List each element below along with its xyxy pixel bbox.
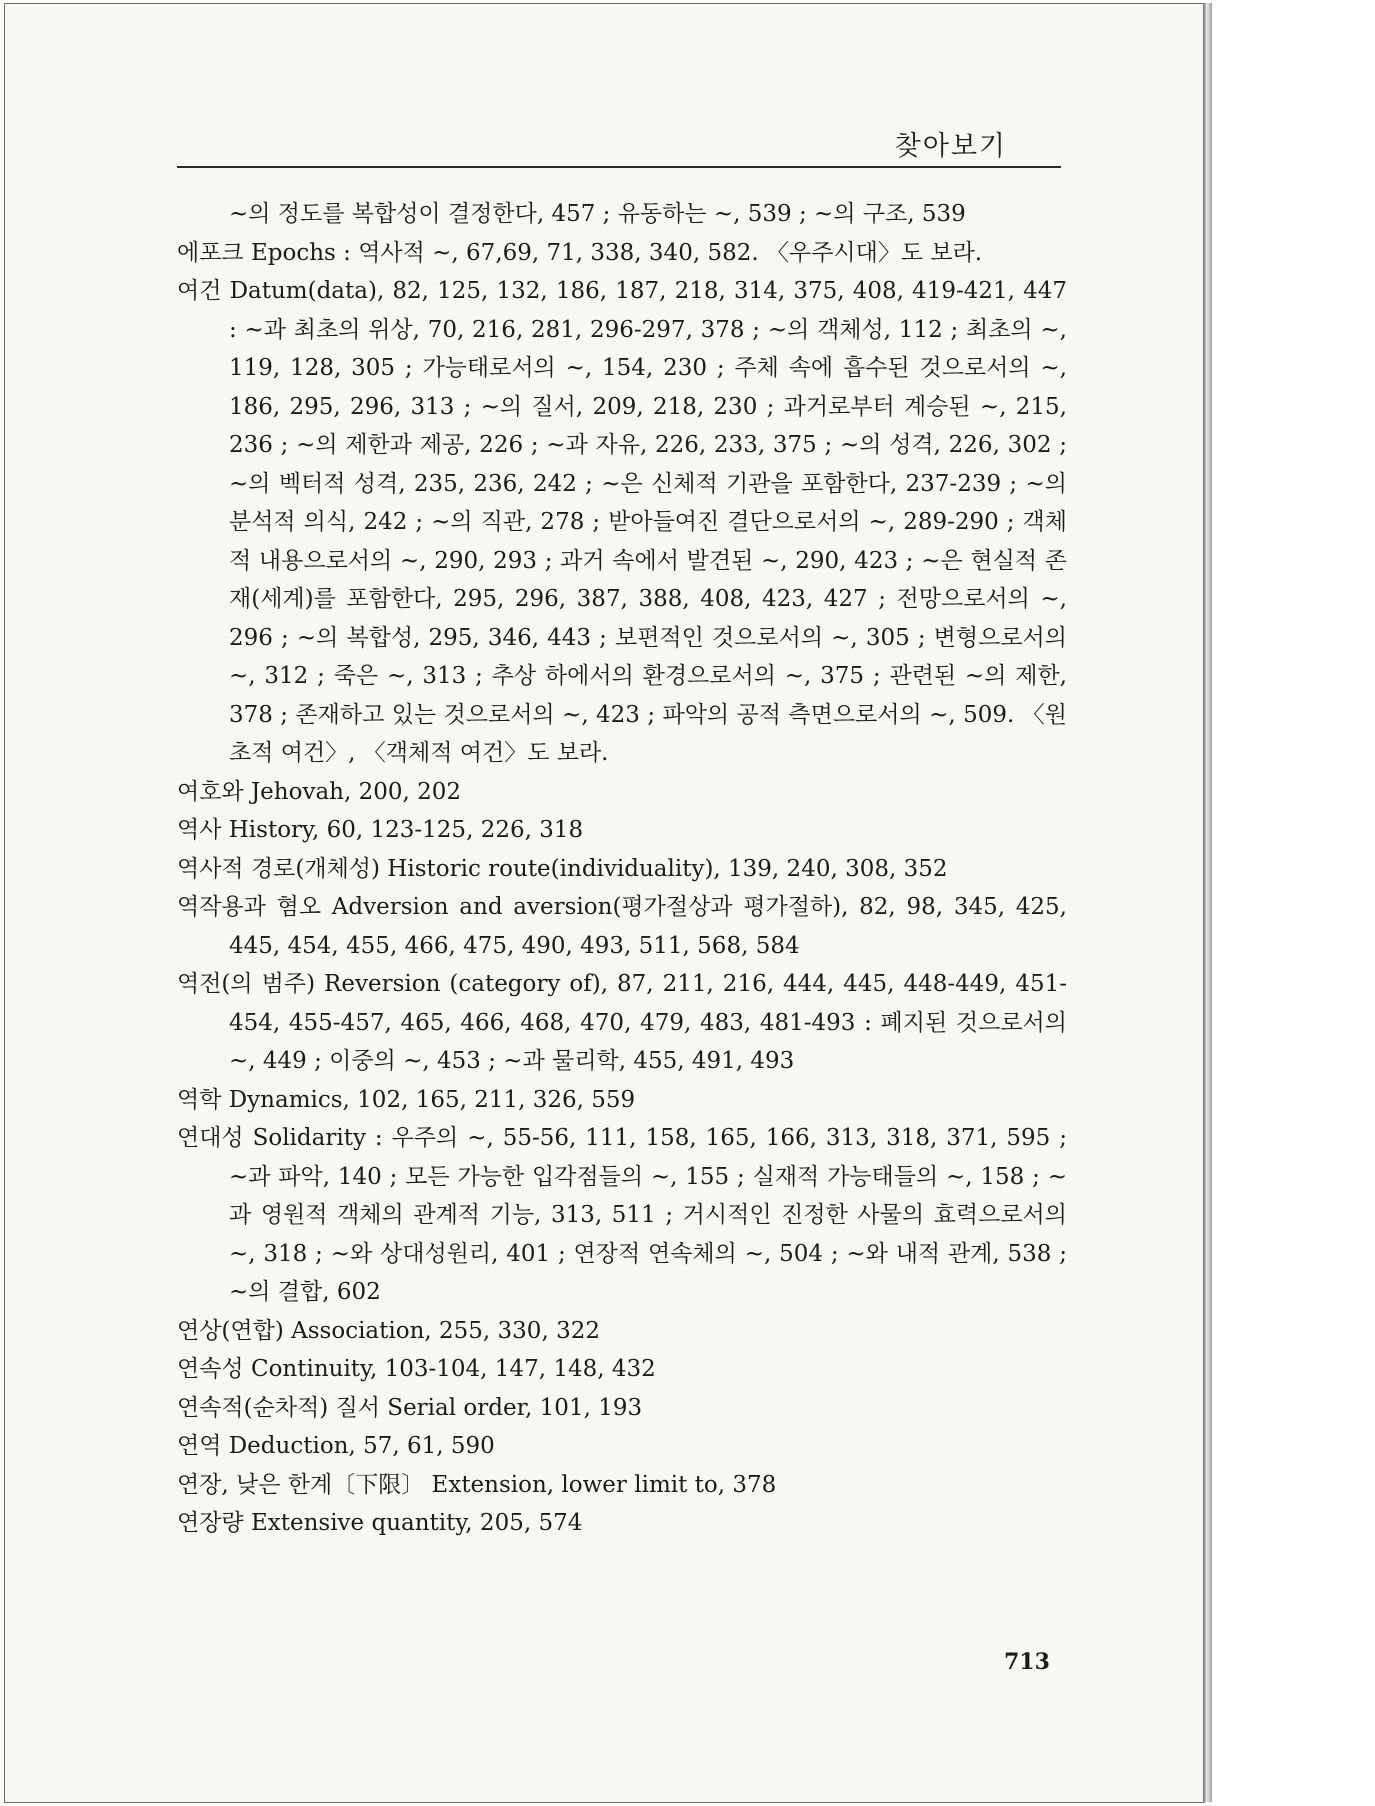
index-entry: 역사적 경로(개체성) Historic route(individuality), 139, 240, 308, 352 [177, 855, 948, 882]
header-rule [177, 166, 1061, 168]
index-entry: 여호와 Jehovah, 200, 202 [177, 778, 462, 805]
index-entry: 연역 Deduction, 57, 61, 590 [177, 1433, 495, 1459]
index-entry: 여건 Datum(data), 82, 125, 132, 186, 187, 218, 314, 375, 408, 419-421, 447 : ~과 최초의 위상, 70, 216, 281, 296-297, 378 ; ~의 객체성, 112 ; 최초의 ~, 119, 128, 305 ; 가능태로서의 ~, 154, 230 ; 주체 속에 흡수된 것으로서의 ~, 186, 295, 296, 313 ; ~의 질서, 209, 218, 230 ; 과거로부터 계승된 ~, 215, 236 ; ~의 제한과 제공, 226 ; ~과 자유, 226, 233, 375 ; ~의 성격, 226, 302 ; ~의 벡터적 성격, 235, 236, 242 ; ~은 신체적 기관을 포함한다, 237-239 ; ~의 분석적 의식, 242 ; ~의 직관, 278 ; 받아들여진 결단으로서의 ~, 289-290 ; 객체적 내용으로서의 ~, 290, 293 ; 과거 속에서 발견된 ~, 290, 423 ; ~은 현실적 존재(세계)를 포함한다, 295, 296, 387, 388, 408, 423, 427 ; 전망으로서의 ~, 296 ; ~의 복합성, 295, 346, 443 ; 보편적인 것으로서의 ~, 305 ; 변형으로서의 ~, 312 ; 죽은 ~, 313 ; 추상 하에서의 환경으로서의 ~, 375 ; 관련된 ~의 제한, 378 ; 존재하고 있는 것으로서의 ~, 423 ; 파악의 공적 측면으로서의 ~, 509. 〈원초적 여건〉, 〈객체적 여건〉도 보라. [177, 278, 1067, 766]
index-entry: 연속적(순차적) 질서 Serial order, 101, 193 [177, 1394, 643, 1421]
index-entry: 연장, 낮은 한계〔下限〕 Extension, lower limit to, 378 [177, 1471, 777, 1498]
index-entry: 에포크 Epochs : 역사적 ~, 67,69, 71, 338, 340, 582. 〈우주시대〉도 보라. [177, 239, 983, 266]
index-entry: 연장량 Extensive quantity, 205, 574 [177, 1510, 583, 1536]
index-entry: 연상(연합) Association, 255, 330, 322 [177, 1317, 600, 1344]
index-entry: 연대성 Solidarity : 우주의 ~, 55-56, 111, 158, 165, 166, 313, 318, 371, 595 ; ~과 파악, 140 ; 모든 가능한 입각점들의 ~, 155 ; 실재적 가능태들의 ~, 158 ; ~과 영원적 객체의 관계적 기능, 313, 511 ; 거시적인 진정한 사물의 효력으로서의 ~, 318 ; ~와 상대성원리, 401 ; 연장적 연속체의 ~, 504 ; ~와 내적 관계, 538 ; ~의 결합, 602 [177, 1125, 1067, 1305]
index-entry: 역전(의 범주) Reversion (category of), 87, 211, 216, 444, 445, 448-449, 451-454, 455-457, 465, 466, 468, 470, 479, 483, 481-493 : 폐지된 것으로서의 ~, 449 ; 이중의 ~, 453 ; ~과 물리학, 455, 491, 493 [177, 971, 1067, 1074]
index-entry: 연속성 Continuity, 103-104, 147, 148, 432 [177, 1356, 656, 1382]
page-edge-shadow [1203, 3, 1212, 1802]
index-entry: ~의 정도를 복합성이 결정한다, 457 ; 유동하는 ~, 539 ; ~의 구조, 539 [229, 201, 966, 227]
book-page [4, 3, 1204, 1803]
index-entry: 역사 History, 60, 123-125, 226, 318 [177, 817, 584, 843]
running-head: 찾아보기 [894, 131, 1007, 162]
index-entry: 역작용과 혐오 Adversion and aversion(평가절상과 평가절하), 82, 98, 345, 425, 445, 454, 455, 466, 475, 490, 493, 511, 568, 584 [177, 894, 1067, 959]
page-number: 713 [1004, 1649, 1050, 1675]
index-entries [177, 195, 1067, 1543]
index-entry: 역학 Dynamics, 102, 165, 211, 326, 559 [177, 1086, 636, 1113]
